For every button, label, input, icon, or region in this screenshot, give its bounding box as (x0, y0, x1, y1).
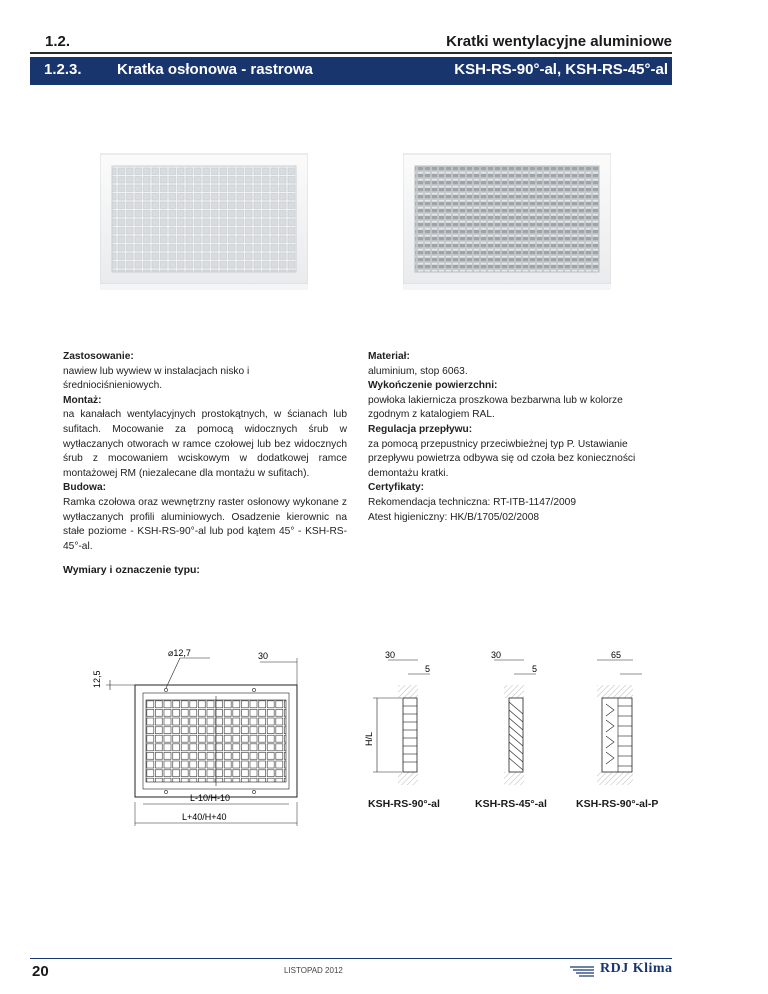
dim-hl: H/L (364, 731, 374, 746)
dim-12-5: 12,5 (92, 670, 102, 688)
footer-date: LISTOPAD 2012 (284, 966, 343, 975)
certyfikaty-heading: Certyfikaty: (368, 482, 425, 494)
dim-65: 65 (611, 650, 622, 660)
subsection-number: 1.2.3. (44, 61, 82, 78)
page-number: 20 (32, 963, 49, 980)
cert-itb: Rekomendacja techniczna: RT-ITB-1147/2009 (368, 496, 577, 508)
dim-30-side-90: 30 (385, 650, 396, 660)
dim-diameter: ⌀12,7 (168, 648, 191, 658)
cert-higieniczny: Atest higieniczny: HK/B/1705/02/2008 (368, 511, 540, 523)
dim-5-side-45: 5 (532, 664, 538, 674)
material-heading: Materiał: (368, 351, 410, 362)
dim-inner: L-10/H-10 (190, 793, 231, 803)
dim-outer: L+40/H+40 (182, 812, 227, 822)
brand-logo-icon (570, 965, 598, 977)
brand-name: RDJ Klima (600, 961, 673, 976)
regulacja-heading: Regulacja przepływu: (368, 423, 473, 435)
budowa-heading: Budowa: (63, 482, 107, 494)
montaz-text: na kanałach wentylacyjnych prostokątnych, w ścianach lub sufitach. Mocowanie za pomocą widocznych śrub w wytłaczanych otworach w ramce czołowej lub bez widocznych śrub z mocowaniem wciskowym w dodatkowej ramce montażowej RM (niezalecane dla montażu w sufitach). (63, 409, 347, 479)
footer-rule (30, 958, 672, 959)
caption-45: KSH-RS-45°-al (475, 798, 547, 810)
wykonczenie-heading: Wykończenie powierzchni: (368, 380, 498, 392)
dim-5-side-90: 5 (425, 664, 431, 674)
montaz-heading: Montaż: (63, 394, 102, 406)
product-photo-45 (403, 150, 611, 290)
material-text: aluminium, stop 6063. (368, 365, 468, 377)
caption-90p: KSH-RS-90°-al-P (576, 798, 659, 810)
side-view-90 (385, 650, 430, 785)
subsection-title: Kratka osłonowa - rastrowa (117, 61, 313, 78)
dim-30-front: 30 (258, 651, 269, 661)
zastosowanie-heading: Zastosowanie: (63, 351, 134, 362)
product-codes: KSH-RS-90°-al, KSH-RS-45°-al (454, 61, 668, 78)
budowa-text: Ramka czołowa oraz wewnętrzny raster osłonowy wykonane z wytłaczanych profili aluminiowych. Osadzenie kierownic na stałe poziome - KSH-RS-90°-al lub pod kątem 45° - KSH-RS-45°-al. (63, 496, 347, 552)
side-view-45 (491, 650, 537, 785)
left-column (63, 350, 347, 554)
side-view-90p (597, 650, 642, 785)
right-column (368, 350, 658, 525)
caption-90: KSH-RS-90°-al (368, 798, 440, 810)
wykonczenie-text: powłoka lakiernicza proszkowa bezbarwna lub w kolorze zgodnym z katalogiem RAL. (368, 394, 623, 421)
section-title: Kratki wentylacyjne aluminiowe (446, 33, 672, 50)
header-rule (30, 52, 672, 54)
dimensions-heading: Wymiary i oznaczenie typu: (63, 564, 200, 576)
zastosowanie-text: nawiew lub wywiew w instalacjach nisko i średniociśnieniowych. (63, 365, 250, 392)
product-photo-90 (100, 150, 308, 290)
regulacja-text: za pomocą przepustnicy przeciwbieżnej typ P. Ustawianie przepływu powietrza odbywa się od czoła bez konieczności demontażu kratki. (368, 438, 636, 479)
dim-30-side-45: 30 (491, 650, 502, 660)
section-number: 1.2. (45, 33, 71, 50)
